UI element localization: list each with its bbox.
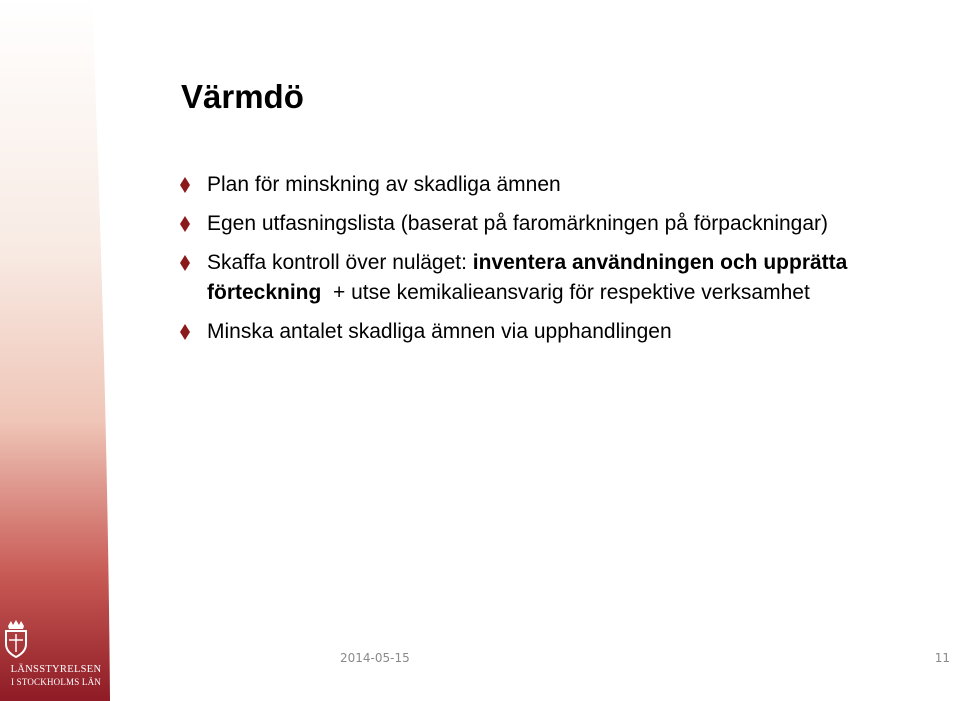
diamond-bullet-icon bbox=[180, 255, 190, 271]
bullet-text: Minska antalet skadliga ämnen via upphandlingen bbox=[207, 320, 672, 343]
bullet-text: Egen utfasningslista (baserat på faromärkningen på förpackningar) bbox=[207, 212, 829, 235]
agency-logo bbox=[0, 620, 112, 701]
logo-line-1: LÄNSSTYRELSEN bbox=[10, 664, 102, 675]
slide-title: Värmdö bbox=[181, 78, 304, 115]
footer-date: 2014-05-15 bbox=[340, 651, 410, 665]
sidebar-gradient bbox=[0, 0, 112, 701]
bullet-text-part1: Skaffa kontroll över nuläget: bbox=[207, 251, 473, 274]
bullet-text: Plan för minskning av skadliga ämnen bbox=[207, 173, 561, 196]
diamond-bullet-icon bbox=[180, 177, 190, 193]
bullet-item bbox=[180, 317, 940, 347]
bullet-text-part2: + utse kemikalieansvarig för respektive verksamhet bbox=[321, 281, 810, 304]
bullet-list bbox=[180, 170, 940, 356]
logo-line-2: I STOCKHOLMS LÄN bbox=[10, 677, 102, 687]
diamond-bullet-icon bbox=[180, 324, 190, 340]
diamond-bullet-icon bbox=[180, 216, 190, 232]
page-number: 11 bbox=[934, 651, 950, 665]
bullet-item bbox=[180, 170, 940, 200]
sidebar bbox=[0, 0, 112, 701]
bullet-item bbox=[180, 248, 940, 308]
crown-emblem-icon bbox=[0, 620, 32, 658]
bullet-text-bold: inventera användningen och upprätta förteckning bbox=[207, 251, 848, 304]
bullet-item bbox=[180, 209, 940, 239]
